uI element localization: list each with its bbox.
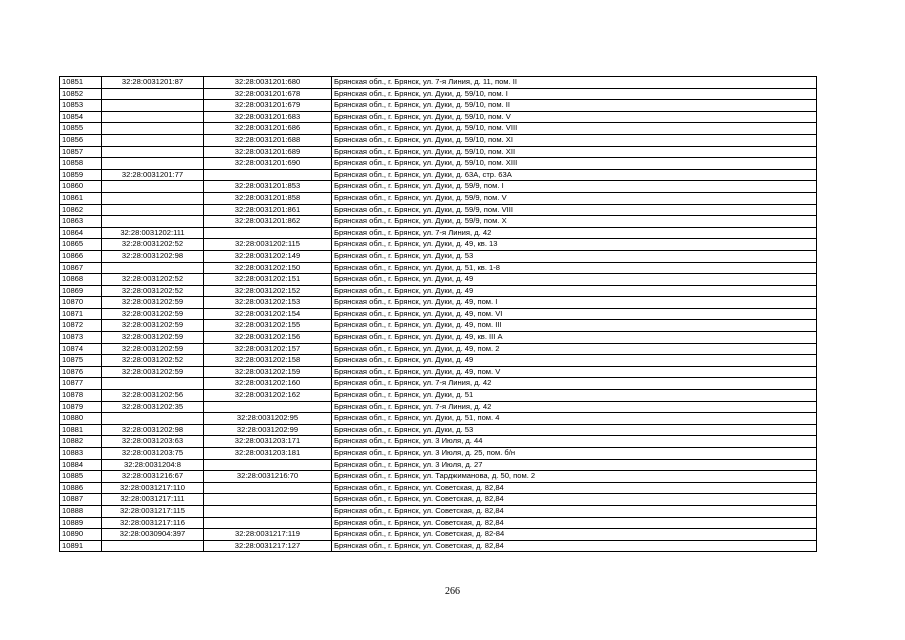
row-number-cell: 10881	[60, 424, 102, 436]
table-row	[60, 158, 817, 170]
table-row	[60, 448, 817, 460]
object-cadastral-number-cell	[204, 482, 332, 494]
address-cell: Брянская обл., г. Брянск, ул. Дуки, д. 53	[332, 250, 817, 262]
table-row	[60, 390, 817, 402]
row-number-cell: 10852	[60, 88, 102, 100]
row-number-cell: 10875	[60, 355, 102, 367]
address-cell: Брянская обл., г. Брянск, ул. Дуки, д. 49	[332, 274, 817, 286]
row-number-cell: 10873	[60, 332, 102, 344]
address-cell: Брянская обл., г. Брянск, ул. Дуки, д. 49, кв. III А	[332, 332, 817, 344]
table-row	[60, 529, 817, 541]
table-row	[60, 401, 817, 413]
table-row	[60, 204, 817, 216]
address-cell: Брянская обл., г. Брянск, ул. Дуки, д. 59/10, пом. V	[332, 111, 817, 123]
object-cadastral-number-cell	[204, 401, 332, 413]
parcel-cadastral-number-cell: 32:28:0031204:8	[102, 459, 204, 471]
object-cadastral-number-cell: 32:28:0031201:689	[204, 146, 332, 158]
row-number-cell: 10882	[60, 436, 102, 448]
table-row	[60, 111, 817, 123]
parcel-cadastral-number-cell	[102, 192, 204, 204]
object-cadastral-number-cell	[204, 505, 332, 517]
object-cadastral-number-cell: 32:28:0031201:686	[204, 123, 332, 135]
table-row	[60, 169, 817, 181]
parcel-cadastral-number-cell: 32:28:0030904:397	[102, 529, 204, 541]
address-cell: Брянская обл., г. Брянск, ул. Дуки, д. 51, кв. 1-8	[332, 262, 817, 274]
object-cadastral-number-cell: 32:28:0031202:151	[204, 274, 332, 286]
address-cell: Брянская обл., г. Брянск, ул. Дуки, д. 59/10, пом. VIII	[332, 123, 817, 135]
table-row	[60, 459, 817, 471]
address-cell: Брянская обл., г. Брянск, ул. 7-я Линия, д. 11, пом. II	[332, 77, 817, 89]
parcel-cadastral-number-cell: 32:28:0031217:110	[102, 482, 204, 494]
row-number-cell: 10874	[60, 343, 102, 355]
object-cadastral-number-cell: 32:28:0031202:115	[204, 239, 332, 251]
object-cadastral-number-cell: 32:28:0031202:158	[204, 355, 332, 367]
row-number-cell: 10871	[60, 308, 102, 320]
object-cadastral-number-cell: 32:28:0031216:70	[204, 471, 332, 483]
parcel-cadastral-number-cell	[102, 111, 204, 123]
table-row	[60, 494, 817, 506]
parcel-cadastral-number-cell	[102, 413, 204, 425]
object-cadastral-number-cell	[204, 227, 332, 239]
object-cadastral-number-cell: 32:28:0031202:153	[204, 297, 332, 309]
object-cadastral-number-cell: 32:28:0031202:155	[204, 320, 332, 332]
parcel-cadastral-number-cell: 32:28:0031202:52	[102, 355, 204, 367]
table-row	[60, 250, 817, 262]
table-row	[60, 540, 817, 552]
address-cell: Брянская обл., г. Брянск, ул. Дуки, д. 49, кв. 13	[332, 239, 817, 251]
address-cell: Брянская обл., г. Брянск, ул. Дуки, д. 59/10, пом. XI	[332, 134, 817, 146]
address-cell: Брянская обл., г. Брянск, ул. 7-я Линия, д. 42	[332, 401, 817, 413]
parcel-cadastral-number-cell: 32:28:0031202:52	[102, 274, 204, 286]
row-number-cell: 10870	[60, 297, 102, 309]
parcel-cadastral-number-cell	[102, 540, 204, 552]
address-cell: Брянская обл., г. Брянск, ул. Дуки, д. 59/10, пом. I	[332, 88, 817, 100]
table-row	[60, 77, 817, 89]
object-cadastral-number-cell: 32:28:0031202:160	[204, 378, 332, 390]
object-cadastral-number-cell: 32:28:0031202:95	[204, 413, 332, 425]
row-number-cell: 10872	[60, 320, 102, 332]
registry-table-body	[60, 77, 817, 552]
row-number-cell: 10887	[60, 494, 102, 506]
address-cell: Брянская обл., г. Брянск, ул. Дуки, д. 49, пом. I	[332, 297, 817, 309]
parcel-cadastral-number-cell	[102, 158, 204, 170]
object-cadastral-number-cell: 32:28:0031217:119	[204, 529, 332, 541]
object-cadastral-number-cell: 32:28:0031201:679	[204, 100, 332, 112]
registry-table	[59, 76, 817, 552]
address-cell: Брянская обл., г. Брянск, ул. Советская, д. 82-84	[332, 529, 817, 541]
parcel-cadastral-number-cell	[102, 88, 204, 100]
table-row	[60, 274, 817, 286]
address-cell: Брянская обл., г. Брянск, ул. 3 Июля, д. 27	[332, 459, 817, 471]
object-cadastral-number-cell: 32:28:0031203:171	[204, 436, 332, 448]
address-cell: Брянская обл., г. Брянск, ул. 7-я Линия, д. 42	[332, 378, 817, 390]
row-number-cell: 10854	[60, 111, 102, 123]
parcel-cadastral-number-cell: 32:28:0031217:111	[102, 494, 204, 506]
row-number-cell: 10866	[60, 250, 102, 262]
object-cadastral-number-cell	[204, 494, 332, 506]
object-cadastral-number-cell: 32:28:0031201:690	[204, 158, 332, 170]
table-row	[60, 378, 817, 390]
address-cell: Брянская обл., г. Брянск, ул. Советская, д. 82,84	[332, 540, 817, 552]
address-cell: Брянская обл., г. Брянск, ул. Дуки, д. 49	[332, 355, 817, 367]
parcel-cadastral-number-cell: 32:28:0031217:115	[102, 505, 204, 517]
object-cadastral-number-cell: 32:28:0031201:680	[204, 77, 332, 89]
table-row	[60, 343, 817, 355]
table-row	[60, 88, 817, 100]
address-cell: Брянская обл., г. Брянск, ул. Советская, д. 82,84	[332, 505, 817, 517]
object-cadastral-number-cell: 32:28:0031201:688	[204, 134, 332, 146]
parcel-cadastral-number-cell: 32:28:0031202:59	[102, 320, 204, 332]
table-row	[60, 181, 817, 193]
address-cell: Брянская обл., г. Брянск, ул. Дуки, д. 51, пом. 4	[332, 413, 817, 425]
row-number-cell: 10880	[60, 413, 102, 425]
row-number-cell: 10878	[60, 390, 102, 402]
object-cadastral-number-cell: 32:28:0031201:683	[204, 111, 332, 123]
table-row	[60, 505, 817, 517]
parcel-cadastral-number-cell: 32:28:0031202:52	[102, 285, 204, 297]
table-row	[60, 308, 817, 320]
object-cadastral-number-cell: 32:28:0031202:157	[204, 343, 332, 355]
parcel-cadastral-number-cell	[102, 100, 204, 112]
table-row	[60, 366, 817, 378]
parcel-cadastral-number-cell	[102, 123, 204, 135]
address-cell: Брянская обл., г. Брянск, ул. Дуки, д. 59/9, пом. VIII	[332, 204, 817, 216]
object-cadastral-number-cell: 32:28:0031202:162	[204, 390, 332, 402]
table-row	[60, 123, 817, 135]
table-row	[60, 297, 817, 309]
table-row	[60, 436, 817, 448]
address-cell: Брянская обл., г. Брянск, ул. Дуки, д. 59/9, пом. V	[332, 192, 817, 204]
address-cell: Брянская обл., г. Брянск, ул. Дуки, д. 59/10, пом. XIII	[332, 158, 817, 170]
address-cell: Брянская обл., г. Брянск, ул. 3 Июля, д. 44	[332, 436, 817, 448]
table-row	[60, 227, 817, 239]
page-number: 266	[445, 586, 460, 597]
address-cell: Брянская обл., г. Брянск, ул. Советская, д. 82,84	[332, 494, 817, 506]
row-number-cell: 10885	[60, 471, 102, 483]
parcel-cadastral-number-cell	[102, 204, 204, 216]
row-number-cell: 10883	[60, 448, 102, 460]
row-number-cell: 10889	[60, 517, 102, 529]
object-cadastral-number-cell: 32:28:0031201:858	[204, 192, 332, 204]
address-cell: Брянская обл., г. Брянск, ул. Дуки, д. 59/9, пом. I	[332, 181, 817, 193]
row-number-cell: 10865	[60, 239, 102, 251]
parcel-cadastral-number-cell: 32:28:0031202:52	[102, 239, 204, 251]
row-number-cell: 10860	[60, 181, 102, 193]
object-cadastral-number-cell	[204, 459, 332, 471]
row-number-cell: 10855	[60, 123, 102, 135]
parcel-cadastral-number-cell: 32:28:0031202:59	[102, 297, 204, 309]
object-cadastral-number-cell: 32:28:0031202:152	[204, 285, 332, 297]
row-number-cell: 10884	[60, 459, 102, 471]
parcel-cadastral-number-cell: 32:28:0031202:98	[102, 424, 204, 436]
table-row	[60, 100, 817, 112]
address-cell: Брянская обл., г. Брянск, ул. Дуки, д. 49, пом. 2	[332, 343, 817, 355]
row-number-cell: 10888	[60, 505, 102, 517]
table-row	[60, 320, 817, 332]
parcel-cadastral-number-cell: 32:28:0031202:59	[102, 343, 204, 355]
object-cadastral-number-cell	[204, 517, 332, 529]
object-cadastral-number-cell: 32:28:0031202:149	[204, 250, 332, 262]
object-cadastral-number-cell: 32:28:0031202:99	[204, 424, 332, 436]
parcel-cadastral-number-cell: 32:28:0031202:59	[102, 308, 204, 320]
row-number-cell: 10867	[60, 262, 102, 274]
parcel-cadastral-number-cell	[102, 378, 204, 390]
parcel-cadastral-number-cell	[102, 262, 204, 274]
parcel-cadastral-number-cell	[102, 216, 204, 228]
object-cadastral-number-cell: 32:28:0031203:181	[204, 448, 332, 460]
row-number-cell: 10886	[60, 482, 102, 494]
address-cell: Брянская обл., г. Брянск, ул. 3 Июля, д. 25, пом. б/н	[332, 448, 817, 460]
address-cell: Брянская обл., г. Брянск, ул. Советская, д. 82,84	[332, 482, 817, 494]
object-cadastral-number-cell: 32:28:0031201:678	[204, 88, 332, 100]
object-cadastral-number-cell: 32:28:0031201:862	[204, 216, 332, 228]
address-cell: Брянская обл., г. Брянск, ул. Дуки, д. 49	[332, 285, 817, 297]
address-cell: Брянская обл., г. Брянск, ул. Дуки, д. 51	[332, 390, 817, 402]
address-cell: Брянская обл., г. Брянск, ул. Дуки, д. 59/10, пом. XII	[332, 146, 817, 158]
address-cell: Брянская обл., г. Брянск, ул. Дуки, д. 63А, стр. 63А	[332, 169, 817, 181]
table-row	[60, 332, 817, 344]
address-cell: Брянская обл., г. Брянск, ул. Дуки, д. 53	[332, 424, 817, 436]
parcel-cadastral-number-cell: 32:28:0031202:111	[102, 227, 204, 239]
row-number-cell: 10863	[60, 216, 102, 228]
object-cadastral-number-cell	[204, 169, 332, 181]
object-cadastral-number-cell: 32:28:0031202:150	[204, 262, 332, 274]
address-cell: Брянская обл., г. Брянск, ул. Дуки, д. 49, пом. VI	[332, 308, 817, 320]
object-cadastral-number-cell: 32:28:0031201:861	[204, 204, 332, 216]
parcel-cadastral-number-cell: 32:28:0031201:77	[102, 169, 204, 181]
parcel-cadastral-number-cell: 32:28:0031216:67	[102, 471, 204, 483]
parcel-cadastral-number-cell	[102, 181, 204, 193]
row-number-cell: 10876	[60, 366, 102, 378]
row-number-cell: 10864	[60, 227, 102, 239]
object-cadastral-number-cell: 32:28:0031201:853	[204, 181, 332, 193]
address-cell: Брянская обл., г. Брянск, ул. Дуки, д. 49, пом. V	[332, 366, 817, 378]
row-number-cell: 10859	[60, 169, 102, 181]
row-number-cell: 10858	[60, 158, 102, 170]
row-number-cell: 10869	[60, 285, 102, 297]
table-row	[60, 413, 817, 425]
parcel-cadastral-number-cell: 32:28:0031203:75	[102, 448, 204, 460]
object-cadastral-number-cell: 32:28:0031202:159	[204, 366, 332, 378]
table-row	[60, 216, 817, 228]
object-cadastral-number-cell: 32:28:0031202:154	[204, 308, 332, 320]
object-cadastral-number-cell: 32:28:0031202:156	[204, 332, 332, 344]
object-cadastral-number-cell: 32:28:0031217:127	[204, 540, 332, 552]
parcel-cadastral-number-cell: 32:28:0031202:98	[102, 250, 204, 262]
address-cell: Брянская обл., г. Брянск, ул. Дуки, д. 59/9, пом. X	[332, 216, 817, 228]
address-cell: Брянская обл., г. Брянск, ул. Дуки, д. 59/10, пом. II	[332, 100, 817, 112]
table-row	[60, 146, 817, 158]
table-row	[60, 239, 817, 251]
table-row	[60, 285, 817, 297]
row-number-cell: 10853	[60, 100, 102, 112]
row-number-cell: 10851	[60, 77, 102, 89]
row-number-cell: 10856	[60, 134, 102, 146]
parcel-cadastral-number-cell: 32:28:0031202:56	[102, 390, 204, 402]
parcel-cadastral-number-cell: 32:28:0031202:59	[102, 332, 204, 344]
table-row	[60, 482, 817, 494]
address-cell: Брянская обл., г. Брянск, ул. Советская, д. 82,84	[332, 517, 817, 529]
row-number-cell: 10879	[60, 401, 102, 413]
row-number-cell: 10868	[60, 274, 102, 286]
parcel-cadastral-number-cell: 32:28:0031202:59	[102, 366, 204, 378]
table-row	[60, 355, 817, 367]
address-cell: Брянская обл., г. Брянск, ул. Тарджиманова, д. 50, пом. 2	[332, 471, 817, 483]
address-cell: Брянская обл., г. Брянск, ул. 7-я Линия, д. 42	[332, 227, 817, 239]
row-number-cell: 10890	[60, 529, 102, 541]
row-number-cell: 10857	[60, 146, 102, 158]
parcel-cadastral-number-cell: 32:28:0031203:63	[102, 436, 204, 448]
parcel-cadastral-number-cell: 32:28:0031217:116	[102, 517, 204, 529]
row-number-cell: 10877	[60, 378, 102, 390]
table-row	[60, 192, 817, 204]
table-row	[60, 517, 817, 529]
parcel-cadastral-number-cell	[102, 134, 204, 146]
parcel-cadastral-number-cell: 32:28:0031202:35	[102, 401, 204, 413]
parcel-cadastral-number-cell	[102, 146, 204, 158]
parcel-cadastral-number-cell: 32:28:0031201:87	[102, 77, 204, 89]
table-row	[60, 134, 817, 146]
table-row	[60, 471, 817, 483]
row-number-cell: 10891	[60, 540, 102, 552]
table-row	[60, 262, 817, 274]
row-number-cell: 10861	[60, 192, 102, 204]
row-number-cell: 10862	[60, 204, 102, 216]
address-cell: Брянская обл., г. Брянск, ул. Дуки, д. 49, пом. III	[332, 320, 817, 332]
table-row	[60, 424, 817, 436]
